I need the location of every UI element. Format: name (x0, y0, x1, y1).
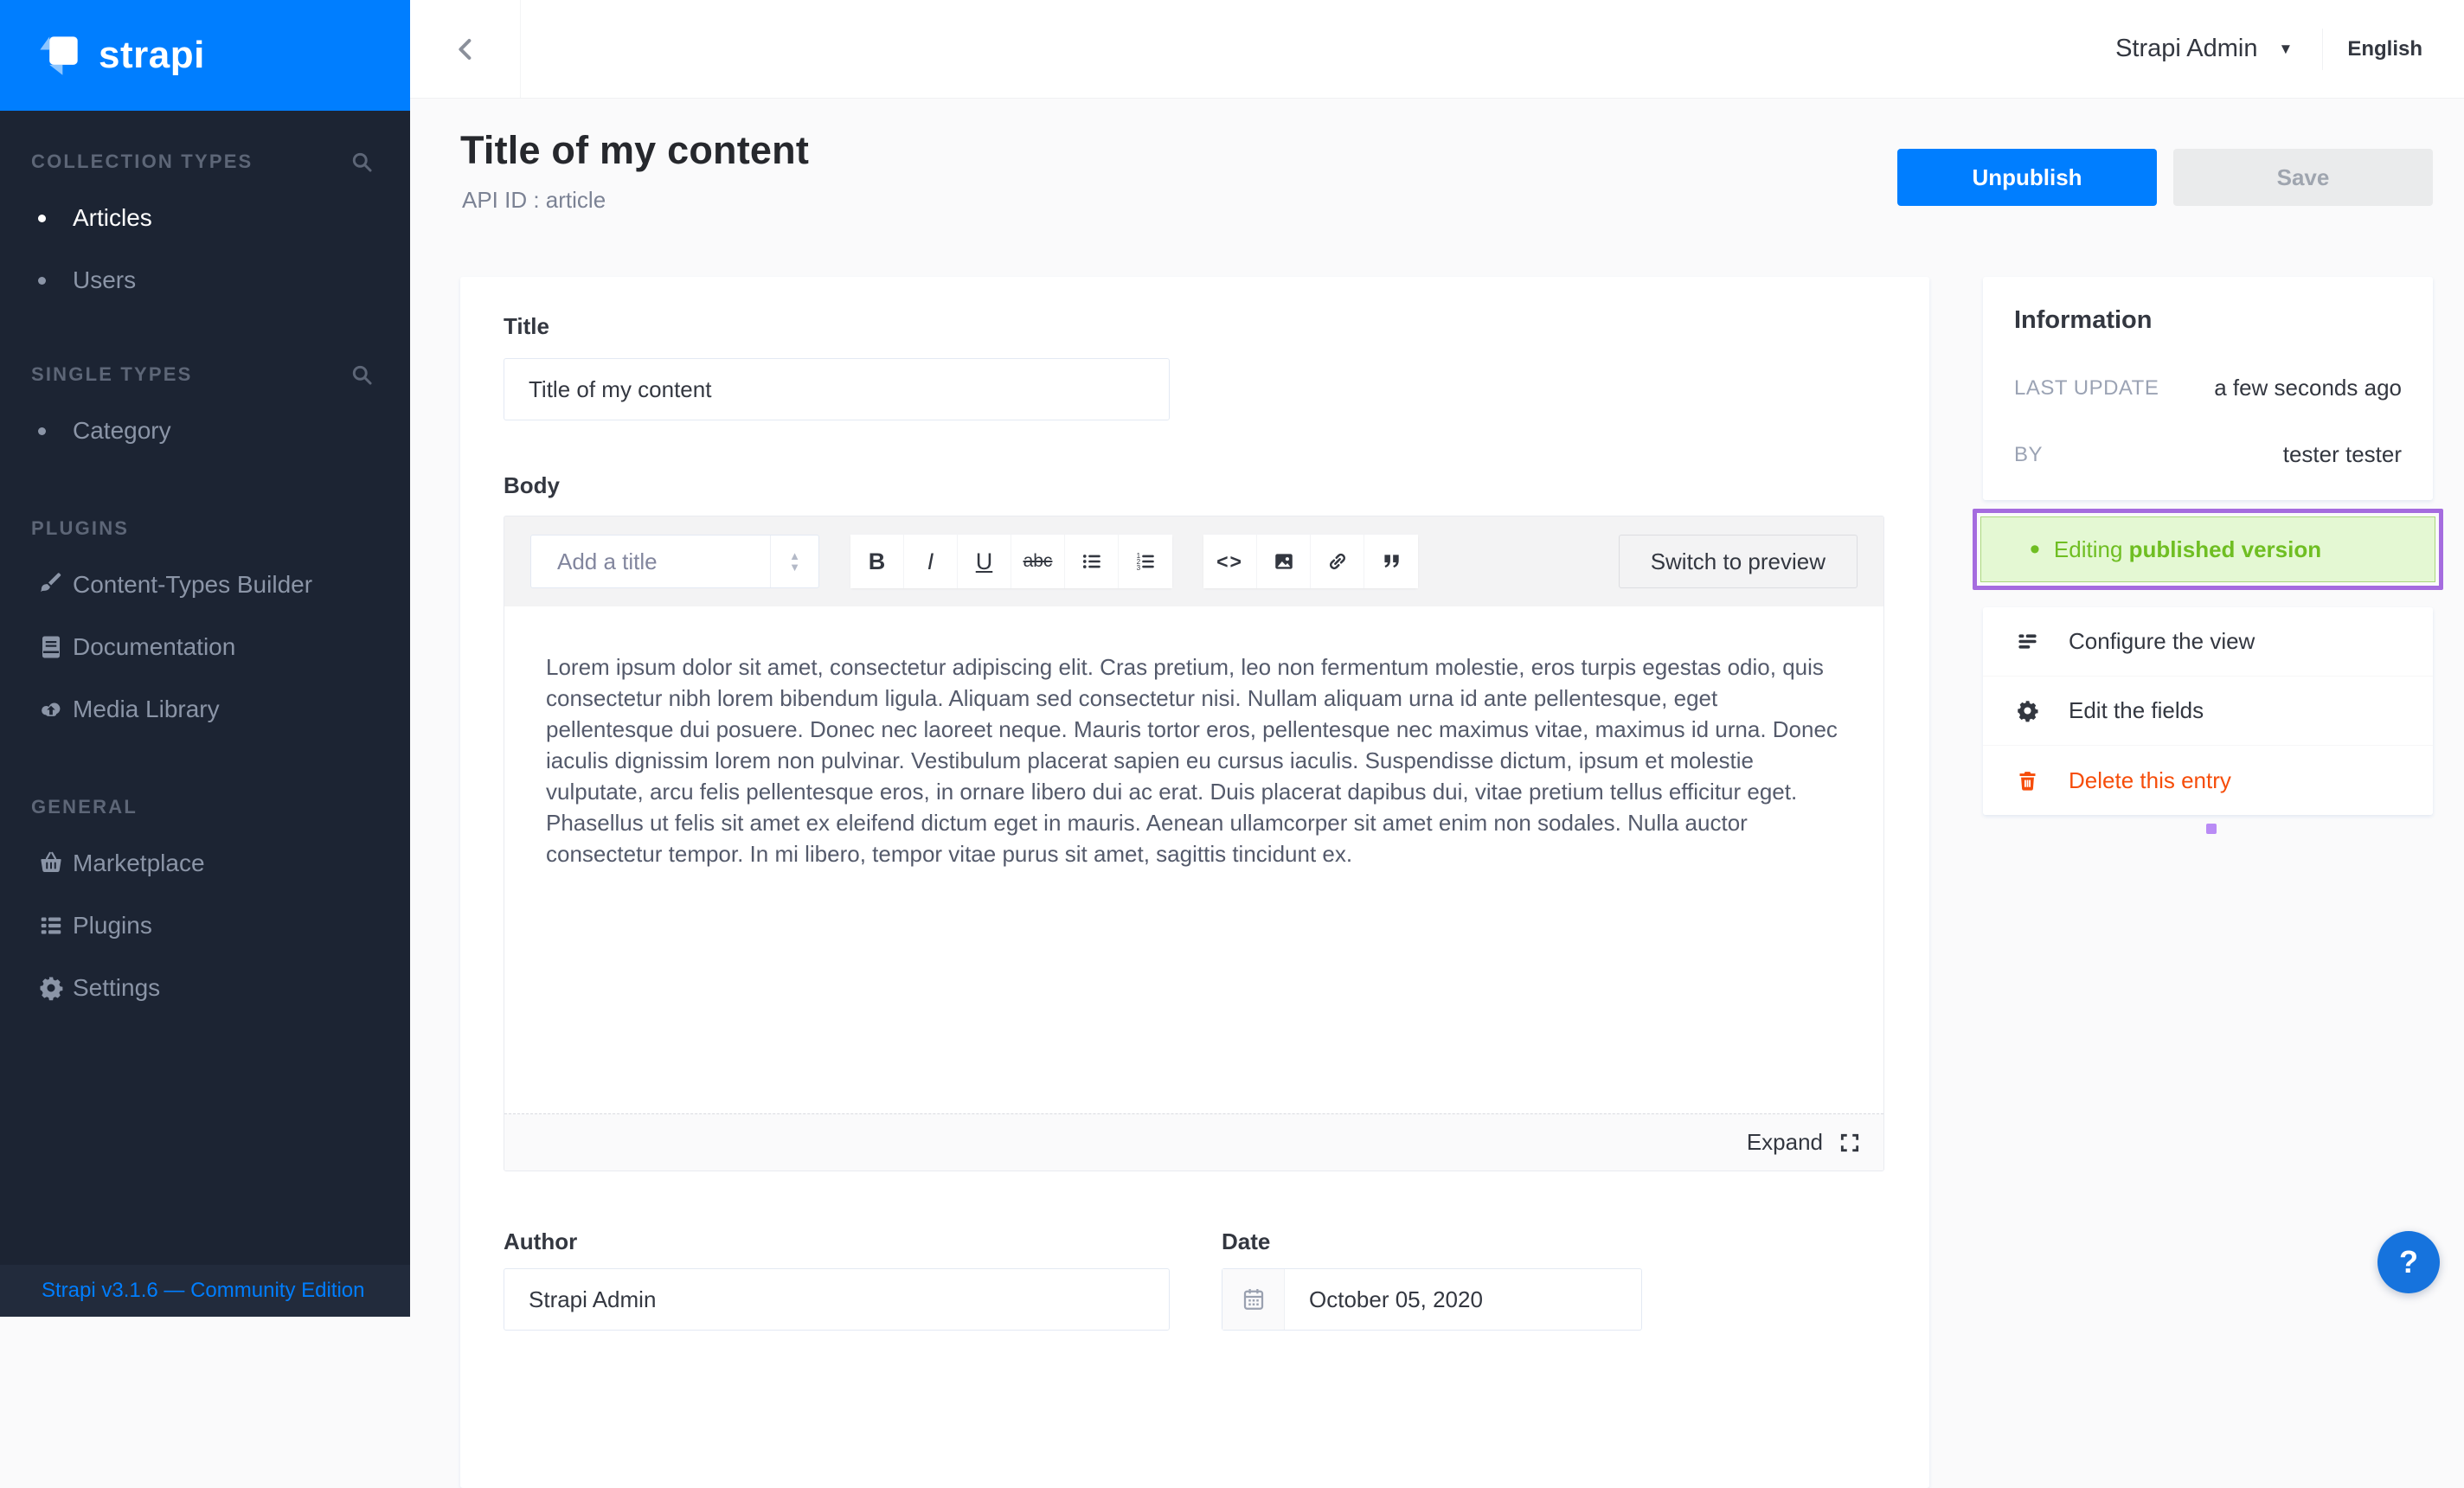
bullet-list-button[interactable] (1065, 535, 1119, 588)
sidebar-item-articles[interactable] (0, 187, 410, 249)
back-button[interactable] (410, 0, 521, 98)
sidebar (0, 0, 410, 1317)
user-menu-label: Strapi Admin (2115, 35, 2258, 62)
numbered-list-icon (1134, 550, 1157, 573)
strapi-logomark-icon (36, 33, 81, 78)
sidebar-section-plugins (0, 503, 410, 741)
sidebar-section-collection-types (0, 137, 410, 311)
title-field-label: Title (504, 313, 549, 339)
bold-button[interactable]: B (850, 535, 904, 588)
sidebar-footer (0, 1265, 410, 1317)
help-button[interactable]: ? (2377, 1231, 2440, 1293)
sidebar-item-content-types-builder[interactable] (0, 554, 410, 616)
section-title: SINGLE TYPES (31, 363, 193, 385)
italic-button[interactable]: I (904, 535, 958, 588)
sidebar-item-plugins[interactable] (0, 895, 410, 957)
unpublish-button[interactable]: Unpublish (1897, 149, 2157, 206)
switch-to-preview-button[interactable]: Switch to preview (1619, 535, 1858, 588)
sidebar-item-label: Category (73, 417, 171, 444)
bullet-icon (38, 215, 46, 222)
sidebar-section-single-types (0, 350, 410, 462)
sidebar-item-category[interactable] (0, 400, 410, 462)
sidebar-item-label: Plugins (73, 912, 152, 939)
paint-brush-icon (38, 572, 64, 598)
sidebar-item-users[interactable] (0, 249, 410, 311)
image-icon (1273, 550, 1295, 573)
version-link[interactable]: Strapi v3.1.6 — Community Edition (42, 1279, 365, 1302)
sidebar-item-label: Settings (73, 974, 161, 1001)
information-card (1983, 277, 2433, 500)
chevron-left-icon (452, 35, 478, 64)
language-selector[interactable]: English (2347, 36, 2422, 61)
gear-icon (38, 975, 64, 1001)
link-icon (1326, 550, 1349, 573)
configure-view-link[interactable]: Configure the view (1983, 607, 2433, 677)
api-id-subtitle: API ID : article (462, 187, 606, 213)
quote-button[interactable] (1364, 535, 1418, 588)
delete-entry-link[interactable]: Delete this entry (1983, 746, 2433, 815)
gear-icon (2016, 699, 2039, 722)
search-icon[interactable] (350, 363, 374, 387)
sliders-icon (2016, 630, 2039, 653)
sidebar-item-media-library[interactable] (0, 678, 410, 741)
heading-select-placeholder: Add a title (557, 548, 658, 574)
sidebar-item-label: Content-Types Builder (73, 571, 313, 598)
title-input[interactable] (504, 358, 1170, 420)
main-content (410, 99, 2464, 1317)
annotation-dot (2206, 824, 2217, 834)
sidebar-section-general (0, 782, 410, 1019)
chevron-down-icon: ▼ (2278, 40, 2294, 57)
strikethrough-button[interactable]: abc (1011, 535, 1065, 588)
svg-text:2: 2 (1136, 558, 1141, 567)
sidebar-item-label: Users (73, 266, 137, 293)
trash-icon (2016, 769, 2039, 792)
sidebar-item-settings[interactable] (0, 957, 410, 1019)
save-button[interactable]: Save (2173, 149, 2433, 206)
insert-group (1203, 535, 1418, 588)
quote-icon (1380, 550, 1402, 573)
sidebar-item-label: Media Library (73, 696, 220, 722)
date-field-label: Date (1222, 1228, 1271, 1254)
topbar-divider (2322, 29, 2323, 70)
search-icon[interactable] (350, 151, 374, 174)
section-title: PLUGINS (31, 517, 130, 539)
wysiwyg-editor (504, 516, 1884, 1171)
select-arrows-icon: ▲ ▼ (770, 536, 818, 587)
section-title: COLLECTION TYPES (31, 151, 253, 172)
basket-icon (38, 850, 64, 876)
expand-button[interactable] (504, 1113, 1883, 1171)
expand-icon (1838, 1132, 1861, 1154)
entry-form-card (460, 277, 1929, 1488)
link-button[interactable] (1311, 535, 1364, 588)
sidebar-item-label: Articles (73, 204, 152, 231)
text-format-group (850, 535, 1172, 588)
sidebar-item-label: Documentation (73, 633, 236, 660)
page-title: Title of my content (460, 128, 809, 172)
cloud-upload-icon (38, 696, 64, 722)
heading-select[interactable] (530, 535, 819, 588)
image-button[interactable] (1257, 535, 1311, 588)
sidebar-item-label: Marketplace (73, 850, 205, 876)
underline-button[interactable]: U (958, 535, 1011, 588)
information-title: Information (2014, 306, 2153, 334)
body-field-label: Body (504, 472, 560, 498)
annotation-highlight-box (1973, 509, 2443, 590)
bullet-icon (38, 277, 46, 285)
editor-text-area[interactable] (504, 606, 1883, 1113)
author-field-label: Author (504, 1228, 578, 1254)
status-text: Editing published version (2053, 536, 2322, 562)
strapi-logo[interactable] (0, 0, 410, 111)
bullet-icon (38, 427, 46, 435)
editor-toolbar (504, 516, 1883, 606)
code-button[interactable]: <> (1203, 535, 1257, 588)
topbar (410, 0, 2464, 99)
sidebar-item-marketplace[interactable] (0, 832, 410, 895)
edit-fields-link[interactable]: Edit the fields (1983, 677, 2433, 746)
svg-text:1: 1 (1136, 552, 1141, 561)
date-input[interactable] (1222, 1268, 1642, 1331)
brand-name: strapi (99, 34, 205, 76)
section-title: GENERAL (31, 796, 138, 818)
calendar-icon (1241, 1286, 1267, 1312)
publish-status-banner: • Editing published version (1980, 516, 2435, 582)
entry-actions-card (1983, 607, 2433, 815)
svg-text:3: 3 (1136, 563, 1141, 572)
list-icon (38, 913, 64, 939)
book-icon (38, 634, 64, 660)
numbered-list-button[interactable] (1119, 535, 1172, 588)
info-row-last-update: LAST UPDATE a few seconds ago (2014, 375, 2402, 401)
sidebar-item-documentation[interactable] (0, 616, 410, 678)
expand-label: Expand (1746, 1129, 1823, 1155)
author-input[interactable] (504, 1268, 1170, 1331)
bullet-list-icon (1081, 550, 1103, 573)
user-menu[interactable] (2115, 35, 2293, 63)
body-text: Lorem ipsum dolor sit amet, consectetur adipiscing elit. Cras pretium, leo non fermentum molestie, eros turpis egestas odio, quis consectetur nibh lorem bibendum ligula. Aliquam sed consectetur nisi. Nullam aliquam urna id ante pellentesque, eget pellentesque dui posuere. Donec nec laoreet neque. Mauris tortor eros, pellentesque nec maximus vitae, maximus id urna. Donec iaculis dignissim lorem non pulvinar. Vestibulum placerat sapien eu cursus iaculis. Suspendisse dictum, ipsum et molestie vulputate, arcu felis pellentesque eros, in ornare libero dui ac erat. Duis placerat dapibus dui, vitae pretium tellus efficitur eget. Phasellus ut felis sit amet ex eleifend dictum eget in mauris. Aenean ullamcorper sit amet enim non sodales. Nulla auctor consectetur tempor. In mi libero, tempor vitae purus sit amet, sagittis tincidunt ex. (546, 654, 1838, 867)
date-value: October 05, 2020 (1309, 1286, 1483, 1312)
info-row-by: BY tester tester (2014, 441, 2402, 467)
